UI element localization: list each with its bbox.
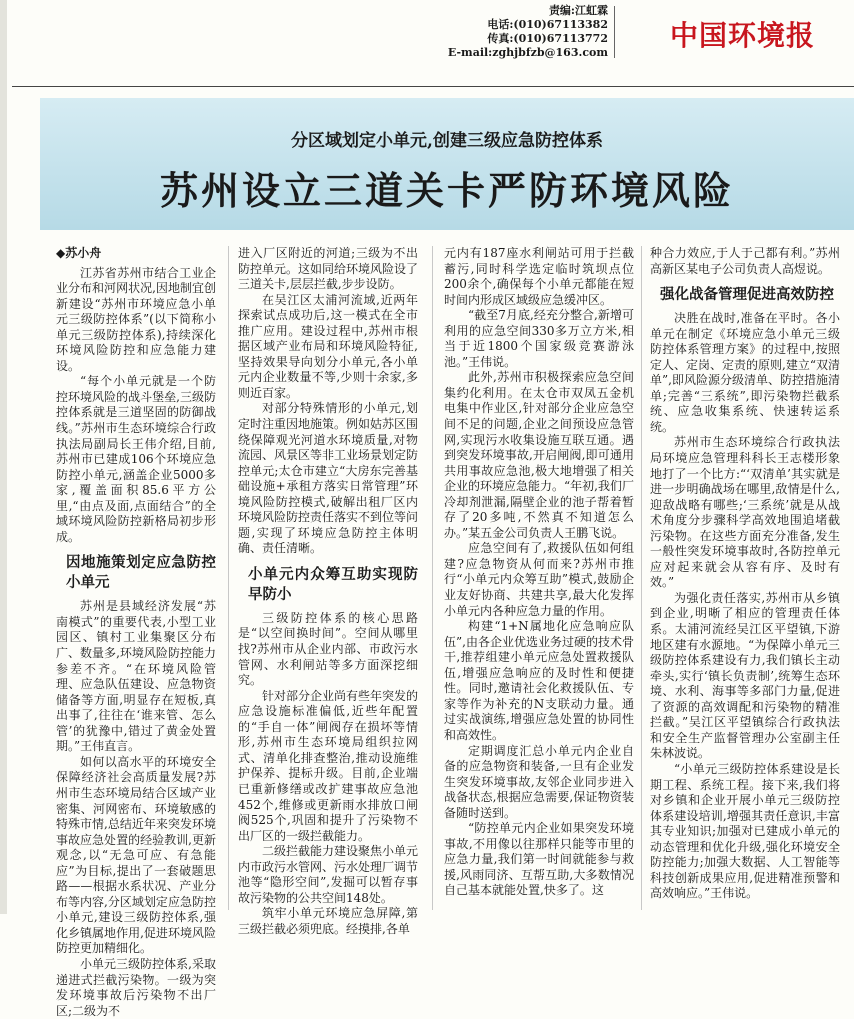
masthead-divider <box>614 6 615 58</box>
headline-kicker: 分区域划定小单元,创建三级应急防控体系 <box>291 131 603 151</box>
paragraph: “小单元三级防控体系建设是长期工程、系统工程。接下来,我们将对乡镇和企业开展小单元三级防控体系建设培训,增强其责任意识,丰富其专业知识;加强对已建成小单元的动态管理和优化升级,强化环境安全防控能力;加强大数据、人工智能等科技创新成果应用,促进精准预警和高效响应。”王伟说。 <box>650 761 840 901</box>
column-divider <box>641 246 642 910</box>
column-divider <box>432 246 433 910</box>
paragraph: 二级拦截能力建设聚焦小单元内市政污水管网、污水处理厂调节池等“隐形空间”,发掘可以暂存事故污染物的公共空间148处。 <box>238 844 419 905</box>
page-edge <box>0 0 7 914</box>
paragraph: 对部分特殊情形的小单元,划定时注重因地施策。例如姑苏区围绕保障观光河道水环境质量,对物流园、风景区等非工业场景划定防控单元;太仓市建立“大房东完善基础设施+承租方落实日常管理”环境风险防控模式,破解出租厂区内环境风险防控责任落实不到位等问题,实现了环境应急防控主体明确、责任清晰。 <box>238 401 419 556</box>
article-column-4 <box>650 246 840 902</box>
editor-name: 责编:江虹霖 <box>548 4 608 17</box>
section-heading: 因地施策划定应急防控小单元 <box>66 555 216 592</box>
paragraph: 元内有187座水利闸站可用于拦截蓄污,同时科学选定临时筑坝点位200余个,确保每个小单元都能在短时间内形成区域级应急缓冲区。 <box>444 246 634 307</box>
paragraph: 苏州是县域经济发展“苏南模式”的重要代表,小型工业园区、镇村工业集聚区分布广、数量多,环境风险防控能力参差不齐。“在环境风险管理、应急队伍建设、应急物资储备等方面,明显存在短板,真出事了,往往在‘谁来管、怎么管’的犹豫中,错过了黄金处置期。”王伟直言。 <box>56 599 216 754</box>
paragraph: 决胜在战时,准备在平时。各小单元在制定《环境应急小单元三级防控体系管理方案》的过程中,按照定人、定岗、定责的原则,建立“双清单”,即风险源分级清单、防控措施清单;完善“三系统”,即污染物拦截系统、应急收集系统、快速转运系统。 <box>650 311 840 434</box>
paragraph: 为强化责任落实,苏州市从乡镇到企业,明晰了相应的管理责任体系。太浦河流经吴江区平望镇,下游地区建有水源地。“为保障小单元三级防控体系建设有力,我们镇长主动牵头,实行‘镇长负责制’,统筹生态环境、水利、海事等多部门力量,促进了资源的高效调配和污染物的精准拦截。”吴江区平望镇综合行政执法和安全生产监督管理办公室副主任朱林波说。 <box>650 590 840 761</box>
section-heading: 强化战备管理促进高效防控 <box>660 287 834 304</box>
paragraph: 定期调度汇总小单元内企业自备的应急物资和装备,一旦有企业发生突发环境事故,友邻企业同步进入战备状态,根据应急需要,保证物资装备随时送到。 <box>444 743 634 820</box>
paragraph: 筑牢小单元环境应急屏障,第三级拦截必须兜底。经摸排,各单 <box>238 906 418 936</box>
editor-info <box>448 4 608 60</box>
article-column-1 <box>56 246 216 1019</box>
editor-fax: 传真:(010)67113772 <box>487 32 608 45</box>
section-heading: 小单元内众筹互助实现防早防小 <box>248 566 418 603</box>
author-byline: ◆苏小舟 <box>56 246 102 260</box>
paragraph: 进入厂区附近的河道;三级为不出防控单元。这如同给环境风险设了三道关卡,层层拦截,步步设防。 <box>238 246 419 292</box>
newspaper-logo: 中国环境报 <box>670 19 816 52</box>
masthead <box>0 0 854 86</box>
article-column-3 <box>444 246 634 899</box>
paragraph: 苏州市生态环境综合行政执法局环境应急管理科科长王志楼形象地打了一个比方:“‘双清单’其实就是进一步明确战场在哪里,敌情是什么,迎敌战略有哪些;‘三系统’就是从战术角度分步骤科学高效地围追堵截污染物。在这些方面充分准备,发生一般性突发环境事故时,各防控单元应对起来就会从容有序、及时有效。” <box>650 435 840 590</box>
paragraph: “截至7月底,经充分整合,新增可利用的应急空间330多万立方米,相当于近1800个国家级竞赛游泳池。”王伟说。 <box>444 308 634 369</box>
editor-phone: 电话:(010)67113382 <box>487 18 608 31</box>
paragraph: 在吴江区太浦河流域,近两年探索试点成功后,这一模式在全市推广应用。建设过程中,苏州市根据区域产业布局和环境风险特征,坚持效果导向划分小单元,各小单元内企业数量不等,少则十余家,多则近百家。 <box>238 292 418 400</box>
paragraph: 如何以高水平的环境安全保障经济社会高质量发展?苏州市生态环境局结合区域产业密集、河网密布、环境敏感的特殊市情,总结近年来突发环境事故应急处置的经验教训,更新观念,以“无急可应、有急能应”为目标,提出了一套破题思路——根据水系状况、产业分布等内容,分区域划定应急防控小单元,建设三级防控体系,强化乡镇属地作用,促进环境风险防控更加精细化。 <box>56 754 216 956</box>
headline-title: 苏州设立三道关卡严防环境风险 <box>159 168 734 213</box>
headline-banner <box>40 98 854 230</box>
paragraph: 小单元三级防控体系,采取递进式拦截污染物。一级为突发环境事故后污染物不出厂区;二级为不 <box>56 956 216 1018</box>
paragraph: 此外,苏州市积极探索应急空间集约化利用。在太仓市双凤五金机电集中作业区,针对部分企业应急空间不足的问题,企业之间预设应急管网,实现污水收集设施互联互通。遇到突发环境事故,开启闸阀,即可通用共用事故应急池,极大地增强了相关企业的环境应急能力。“年初,我们厂冷却剂泄漏,隔壁企业的池子帮着暂存了20多吨,不然真不知道怎么办。”某五金公司负责人王鹏飞说。 <box>444 370 634 540</box>
top-rule <box>12 86 854 87</box>
paragraph: 种合力效应,于人于己都有利。”苏州高新区某电子公司负责人高煜说。 <box>650 246 840 276</box>
paragraph: 三级防控体系的核心思路是“以空间换时间”。空间从哪里找?苏州市从企业内部、市政污水管网、水利闸站等多方面深挖细究。 <box>238 610 418 688</box>
paragraph: 针对部分企业尚有些年突发的应急设施标准偏低,近些年配置的“手自一体”闸阀存在损坏等情形,苏州市生态环境局组织拉网式、清单化排查整治,推动设施维护保养、提标升级。目前,企业端已重新修缮或改扩建事故应急池452个,维修或更新雨水排放口闸阀525个,巩固和提升了污染物不出厂区的一级拦截能力。 <box>238 688 419 843</box>
paragraph: 应急空间有了,救援队伍如何组建?应急物资从何而来?苏州市推行“小单元内众筹互助”模式,鼓励企业友好协商、共建共享,最大化发挥小单元内各种应急力量的作用。 <box>444 541 634 618</box>
paragraph: “防控单元内企业如果突发环境事故,不用像以往那样只能等市里的应急力量,我们第一时间就能参与救援,风雨同济、互帮互助,大多数情况自己基本就能处置,快多了。这 <box>444 821 634 898</box>
paragraph: 构建“1+N属地化应急响应队伍”,由各企业优选业务过硬的技术骨干,推荐组建小单元应急处置救援队伍,增强应急响应的及时性和便捷性。同时,邀请社会化救援队伍、专家等作为补充的N支联动力量。通过实战演练,增强应急处置的协同性和高效性。 <box>444 619 634 742</box>
editor-email: E-mail:zghjbfzb@163.com <box>447 46 608 59</box>
column-divider <box>228 246 229 910</box>
paragraph: 江苏省苏州市结合工业企业分布和河网状况,因地制宜创新建设“苏州市环境应急小单元三级防控体系”(以下简称小单元三级防控体系),持续深化环境风险防控和应急能力建设。 <box>56 265 216 373</box>
article-column-2 <box>238 246 418 937</box>
paragraph: “每个小单元就是一个防控环境风险的战斗堡垒,三级防控体系就是三道坚固的防御战线。”苏州市生态环境综合行政执法局副局长王伟介绍,目前,苏州市已建成106个环境应急防控小单元,涵盖企业5000多家,覆盖面积85.6平方公里,“由点及面,点面结合”的全域环境风险防控新格局初步形成。 <box>56 374 216 544</box>
